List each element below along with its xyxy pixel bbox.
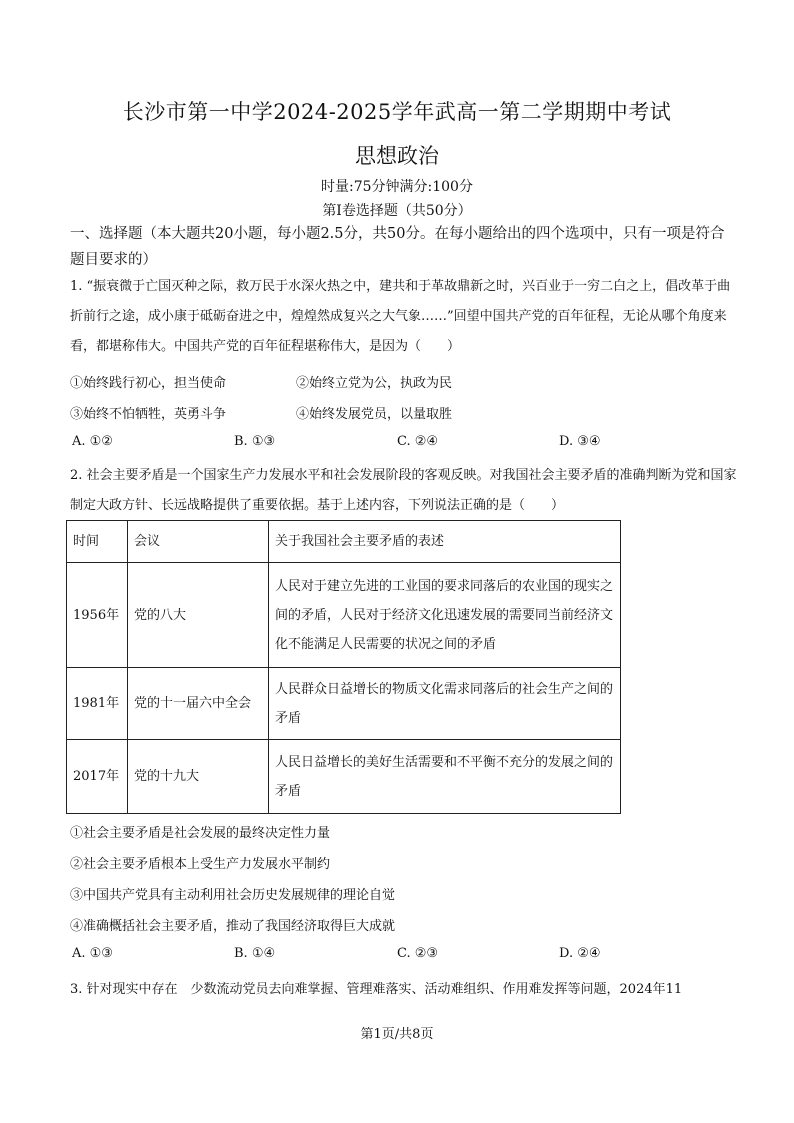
exam-subject: 思想政治 [355, 144, 439, 168]
table-cell-time: 2017年 [67, 740, 128, 814]
table-cell-meeting: 党的十一届六中全会 [128, 668, 269, 740]
table-cell-meeting: 党的八大 [128, 563, 269, 668]
q1-item-3: ③始终不怕牺牲，英勇斗争 [70, 407, 227, 422]
volume-heading: 第Ⅰ卷选择题（共50分） [322, 203, 472, 219]
q2-option-d[interactable]: D. ②④ [559, 946, 601, 961]
q1-item-2: ②始终立党为公，执政为民 [296, 376, 453, 391]
exam-meta: 时量:75分钟满分:100分 [321, 179, 473, 195]
table-cell-meeting: 党的十九大 [128, 740, 269, 814]
q2-item-4: ④准确概括社会主要矛盾，推动了我国经济取得巨大成就 [70, 919, 396, 934]
page-footer: 第1页/共8页 [360, 1027, 434, 1042]
q1-item-1: ①始终践行初心，担当使命 [70, 376, 227, 391]
table-row [67, 563, 621, 668]
table-cell-statement: 人民群众日益增长的物质文化需求同落后的社会生产之间的矛盾 [269, 668, 621, 740]
table-cell-statement: 人民对于建立先进的工业国的要求同落后的农业国的现实之间的矛盾，人民对于经济文化迅速发展的需要同当前经济文化不能满足人民需要的状况之间的矛盾 [269, 563, 621, 668]
table-header-row [67, 521, 621, 563]
q1-option-a[interactable]: A. ①② [72, 434, 113, 449]
q1-option-d[interactable]: D. ③④ [559, 434, 601, 449]
q2-option-c[interactable]: C. ②③ [397, 946, 439, 961]
q2-option-a[interactable]: A. ①③ [72, 946, 113, 961]
table-cell-statement: 人民日益增长的美好生活需要和不平衡不充分的发展之间的矛盾 [269, 740, 621, 814]
q1-option-b[interactable]: B. ①③ [234, 434, 276, 449]
q1-option-c[interactable]: C. ②④ [397, 434, 439, 449]
table-header-time: 时间 [67, 521, 128, 563]
table-cell-time: 1956年 [67, 563, 128, 668]
q2-option-b[interactable]: B. ①④ [234, 946, 276, 961]
table-header-statement: 关于我国社会主要矛盾的表述 [269, 521, 621, 563]
table-row [67, 668, 621, 740]
q2-stem: 2. 社会主要矛盾是一个国家生产力发展水平和社会发展阶段的客观反映。对我国社会主要矛盾的准确判断为党和国家制定大政方针、长远战略提供了重要依据。基于上述内容，下列说法正确的是（ ） [70, 468, 737, 513]
q3-stem: 3. 针对现实中存在 少数流动党员去向难掌握、管理难落实、活动难组织、作用难发挥等问题，2024年11 [70, 982, 683, 997]
q2-item-1: ①社会主要矛盾是社会发展的最终决定性力量 [70, 826, 331, 841]
q1-item-4: ④始终发展党员，以量取胜 [296, 407, 453, 422]
exam-title: 长沙市第一中学2024-2025学年武高一第二学期期中考试 [122, 100, 672, 124]
table-cell-time: 1981年 [67, 668, 128, 740]
table-header-meeting: 会议 [128, 521, 269, 563]
q1-stem: 1. “振衰微于亡国灭种之际，救万民于水深火热之中，建共和于革故鼎新之时，兴百业于一穷二白之上，倡改革于曲折前行之途，成小康于砥砺奋进之中，煌煌然成复兴之大气象……”回望中国共产党的百年征程，无论从哪个角度来看，都堪称伟大。中国共产党的百年征程堪称伟大，是因为（ ） [70, 279, 731, 354]
table-row [67, 740, 621, 814]
q2-table [66, 520, 621, 814]
section-heading: 一、选择题（本大题共20小题，每小题2.5分，共50分。在每小题给出的四个选项中，只有一项是符合题目要求的） [70, 226, 725, 268]
q2-item-3: ③中国共产党具有主动利用社会历史发展规律的理论自觉 [70, 888, 396, 903]
q2-item-2: ②社会主要矛盾根本上受生产力发展水平制约 [70, 857, 331, 872]
